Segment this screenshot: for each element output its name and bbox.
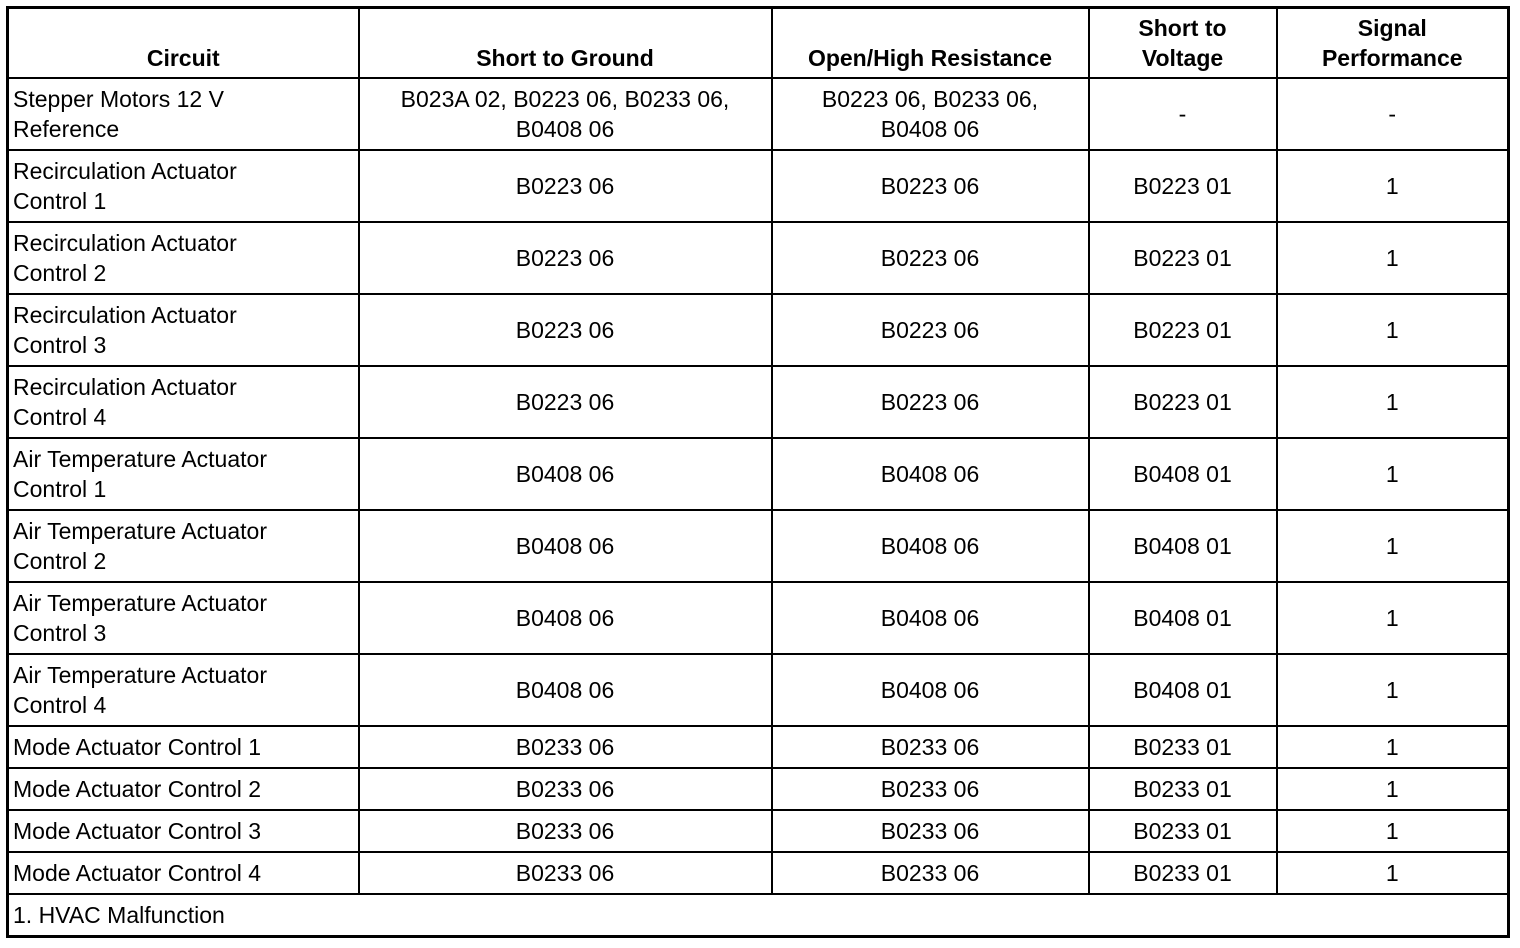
signal-performance-cell: 1 [1277, 726, 1509, 768]
footnote-row [8, 894, 1509, 937]
circuit-line: Control 3 [13, 620, 107, 646]
open-high-resistance-cell: B0233 06 [772, 768, 1089, 810]
open-high-resistance-cell: B0233 06 [772, 810, 1089, 852]
circuit-cell [8, 150, 359, 222]
signal-performance-cell: - [1277, 78, 1509, 150]
short-to-voltage-cell: B0223 01 [1089, 150, 1277, 222]
short-to-voltage-cell: B0233 01 [1089, 726, 1277, 768]
signal-performance-cell: 1 [1277, 222, 1509, 294]
short-to-voltage-cell: B0408 01 [1089, 510, 1277, 582]
short-to-ground-cell: B0408 06 [359, 582, 772, 654]
short-to-voltage-cell: B0408 01 [1089, 582, 1277, 654]
circuit-line: Recirculation Actuator [13, 374, 237, 400]
circuit-cell [8, 366, 359, 438]
circuit-line: Control 3 [13, 332, 107, 358]
short-to-ground-cell: B0223 06 [359, 150, 772, 222]
circuit-line: Control 2 [13, 260, 107, 286]
open-high-resistance-cell: B0233 06 [772, 852, 1089, 894]
signal-performance-cell: 1 [1277, 810, 1509, 852]
short-to-ground-cell: B0408 06 [359, 654, 772, 726]
short-to-voltage-cell: B0223 01 [1089, 222, 1277, 294]
short-to-ground-cell: B0233 06 [359, 810, 772, 852]
circuit-line: Air Temperature Actuator [13, 662, 267, 688]
short-to-voltage-cell: B0408 01 [1089, 438, 1277, 510]
table-row [8, 366, 1509, 438]
short-to-ground-cell: B0223 06 [359, 366, 772, 438]
short-to-ground-cell: B0408 06 [359, 510, 772, 582]
circuit-cell [8, 582, 359, 654]
open-high-resistance-cell: B0233 06 [772, 726, 1089, 768]
header-short-to-voltage-line-2: Voltage [1141, 45, 1224, 71]
signal-performance-cell: 1 [1277, 150, 1509, 222]
circuit-cell [8, 222, 359, 294]
header-signal-performance-line-2: Performance [1321, 45, 1463, 71]
table-row [8, 852, 1509, 894]
open-high-resistance-cell: B0223 06 [772, 150, 1089, 222]
open-high-resistance-cell: B0408 06 [772, 654, 1089, 726]
header-signal-performance-line-1: Signal [1357, 15, 1427, 41]
table-row [8, 438, 1509, 510]
short-to-voltage-cell: B0223 01 [1089, 294, 1277, 366]
short-to-ground-cell: B0233 06 [359, 852, 772, 894]
circuit-cell: Mode Actuator Control 4 [8, 852, 359, 894]
signal-performance-cell: 1 [1277, 438, 1509, 510]
open-high-resistance-cell: B0408 06 [772, 438, 1089, 510]
open-high-resistance-cell [772, 78, 1089, 150]
table-row [8, 222, 1509, 294]
short-to-voltage-cell: B0233 01 [1089, 768, 1277, 810]
circuit-line: Air Temperature Actuator [13, 446, 267, 472]
circuit-cell: Mode Actuator Control 3 [8, 810, 359, 852]
circuit-line: Recirculation Actuator [13, 158, 237, 184]
circuit-line: Stepper Motors 12 V [13, 86, 224, 112]
circuit-line: Control 1 [13, 188, 107, 214]
circuit-line: Control 2 [13, 548, 107, 574]
circuit-line: Air Temperature Actuator [13, 518, 267, 544]
circuit-cell [8, 510, 359, 582]
table-row [8, 78, 1509, 150]
short-to-ground-cell: B0233 06 [359, 768, 772, 810]
header-short-to-voltage [1089, 8, 1277, 79]
short-to-voltage-cell: - [1089, 78, 1277, 150]
short-to-ground-cell: B0408 06 [359, 438, 772, 510]
short-to-ground-cell: B0223 06 [359, 294, 772, 366]
footnote: 1. HVAC Malfunction [8, 894, 1509, 937]
circuit-line: Control 4 [13, 692, 107, 718]
short-to-ground-line: B023A 02, B0223 06, B0233 06, [400, 86, 730, 112]
signal-performance-cell: 1 [1277, 852, 1509, 894]
short-to-voltage-cell: B0223 01 [1089, 366, 1277, 438]
circuit-line: Control 1 [13, 476, 107, 502]
header-short-to-ground: Short to Ground [359, 8, 772, 79]
open-high-resistance-cell: B0223 06 [772, 294, 1089, 366]
signal-performance-cell: 1 [1277, 582, 1509, 654]
table-row [8, 582, 1509, 654]
short-to-ground-cell: B0223 06 [359, 222, 772, 294]
short-to-voltage-cell: B0233 01 [1089, 810, 1277, 852]
circuit-line: Control 4 [13, 404, 107, 430]
table-row [8, 726, 1509, 768]
table-row [8, 294, 1509, 366]
short-to-voltage-cell: B0408 01 [1089, 654, 1277, 726]
signal-performance-cell: 1 [1277, 654, 1509, 726]
short-to-ground-line: B0408 06 [515, 116, 615, 142]
open-high-line: B0223 06, B0233 06, [821, 86, 1039, 112]
signal-performance-cell: 1 [1277, 294, 1509, 366]
open-high-resistance-cell: B0223 06 [772, 366, 1089, 438]
table-row [8, 654, 1509, 726]
short-to-voltage-cell: B0233 01 [1089, 852, 1277, 894]
circuit-line: Recirculation Actuator [13, 230, 237, 256]
table-row [8, 510, 1509, 582]
circuit-line: Air Temperature Actuator [13, 590, 267, 616]
short-to-ground-cell: B0233 06 [359, 726, 772, 768]
table-row [8, 150, 1509, 222]
dtc-circuit-table [6, 6, 1510, 938]
circuit-cell [8, 294, 359, 366]
circuit-cell: Mode Actuator Control 2 [8, 768, 359, 810]
circuit-line: Reference [13, 116, 120, 142]
header-short-to-voltage-line-1: Short to [1138, 15, 1227, 41]
signal-performance-cell: 1 [1277, 510, 1509, 582]
table-row [8, 810, 1509, 852]
header-row [8, 8, 1509, 79]
circuit-cell [8, 78, 359, 150]
signal-performance-cell: 1 [1277, 768, 1509, 810]
header-signal-performance [1277, 8, 1509, 79]
open-high-resistance-cell: B0408 06 [772, 582, 1089, 654]
signal-performance-cell: 1 [1277, 366, 1509, 438]
circuit-line: Recirculation Actuator [13, 302, 237, 328]
table-row [8, 768, 1509, 810]
short-to-ground-cell [359, 78, 772, 150]
open-high-line: B0408 06 [880, 116, 980, 142]
header-circuit: Circuit [8, 8, 359, 79]
open-high-resistance-cell: B0223 06 [772, 222, 1089, 294]
circuit-cell: Mode Actuator Control 1 [8, 726, 359, 768]
open-high-resistance-cell: B0408 06 [772, 510, 1089, 582]
circuit-cell [8, 438, 359, 510]
circuit-cell [8, 654, 359, 726]
header-open-high-resistance: Open/High Resistance [772, 8, 1089, 79]
